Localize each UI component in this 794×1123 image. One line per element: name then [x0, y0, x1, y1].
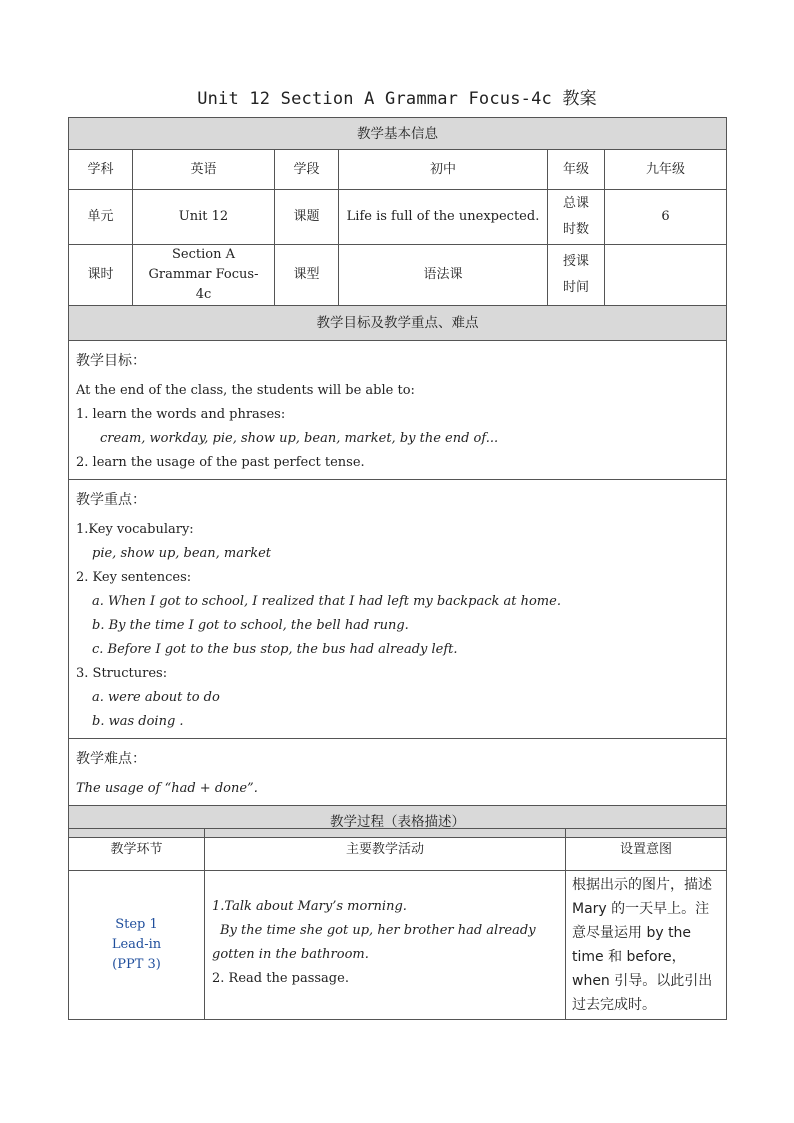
- key-sentence-a: a. When I got to school, I realized that I had left my backpack at home.: [92, 594, 561, 609]
- value-stage: 初中: [339, 150, 548, 190]
- basic-row-3: [69, 245, 727, 306]
- objectives-row: [69, 341, 727, 480]
- label-topic: 课题: [275, 190, 339, 245]
- label-unit: 单元: [69, 190, 133, 245]
- key-vocab: pie, show up, bean, market: [92, 546, 272, 561]
- step-number: Step 1: [115, 917, 158, 932]
- basic-info-header: 教学基本信息: [69, 118, 727, 150]
- process-columns-row: [69, 829, 727, 871]
- activity-2: 2. Read the passage.: [212, 971, 349, 986]
- objectives-words: cream, workday, pie, show up, bean, market, by the end of...: [100, 431, 499, 446]
- process-header: 教学过程（表格描述）: [69, 806, 727, 838]
- objectives-cell: [69, 341, 727, 480]
- label-grade: 年级: [548, 150, 605, 190]
- value-teaching-time: [605, 245, 727, 306]
- process-table: [68, 828, 727, 1020]
- label-teaching-time: 授课时间: [548, 245, 605, 306]
- goals-header: 教学目标及教学重点、难点: [69, 306, 727, 341]
- basic-row-2: [69, 190, 727, 245]
- process-step-row: [69, 871, 727, 1020]
- col-purpose: 设置意图: [566, 829, 727, 871]
- key-sentences-label: 2. Key sentences:: [76, 570, 192, 585]
- activity-1-example: By the time she got up, her brother had already gotten in the bathroom.: [212, 923, 536, 962]
- label-stage: 学段: [275, 150, 339, 190]
- key-points-row: [69, 480, 727, 739]
- difficulties-text: The usage of “had + done”.: [76, 781, 258, 796]
- label-subject: 学科: [69, 150, 133, 190]
- value-topic: Life is full of the unexpected.: [339, 190, 548, 245]
- objectives-item-1: 1. learn the words and phrases:: [76, 407, 286, 422]
- key-points-cell: [69, 480, 727, 739]
- label-total-periods: 总课时数: [548, 190, 605, 245]
- label-period: 课时: [69, 245, 133, 306]
- value-period: Section A Grammar Focus-4c: [133, 245, 275, 306]
- goals-header-row: [69, 306, 727, 341]
- structure-b: b. was doing .: [92, 714, 184, 729]
- col-activities: 主要教学活动: [205, 829, 566, 871]
- value-unit: Unit 12: [133, 190, 275, 245]
- label-lesson-type: 课型: [275, 245, 339, 306]
- col-stage: 教学环节: [69, 829, 205, 871]
- step-ppt: (PPT 3): [112, 957, 161, 972]
- objectives-item-2: 2. learn the usage of the past perfect tense.: [76, 455, 365, 470]
- lesson-plan-table: [68, 117, 727, 838]
- structure-a: a. were about to do: [92, 690, 220, 705]
- value-lesson-type: 语法课: [339, 245, 548, 306]
- document-title: Unit 12 Section A Grammar Focus-4c 教案: [197, 89, 597, 109]
- structures-label: 3. Structures:: [76, 666, 168, 681]
- value-subject: 英语: [133, 150, 275, 190]
- step-name: Lead-in: [111, 937, 162, 952]
- value-grade: 九年级: [605, 150, 727, 190]
- difficulties-heading: 教学难点：: [76, 751, 146, 767]
- activity-1: 1.Talk about Mary’s morning.: [212, 899, 407, 914]
- key-points-heading: 教学重点：: [76, 492, 146, 508]
- purpose-cell: 根据出示的图片，描述 Mary 的一天早上。注意尽量运用 by the time 和 before，when 引导。以此引出过去完成时。: [566, 871, 727, 1020]
- basic-row-1: [69, 150, 727, 190]
- objectives-heading: 教学目标：: [76, 353, 146, 369]
- key-sentence-b: b. By the time I got to school, the bell had rung.: [92, 618, 409, 633]
- difficulties-row: [69, 739, 727, 806]
- difficulties-cell: [69, 739, 727, 806]
- basic-info-header-row: [69, 118, 727, 150]
- value-total-periods: 6: [605, 190, 727, 245]
- key-sentence-c: c. Before I got to the bus stop, the bus had already left.: [92, 642, 458, 657]
- activities-cell: [205, 871, 566, 1020]
- step-cell: [69, 871, 205, 1020]
- objectives-intro: At the end of the class, the students will be able to:: [76, 383, 415, 398]
- key-vocab-label: 1.Key vocabulary:: [76, 522, 194, 537]
